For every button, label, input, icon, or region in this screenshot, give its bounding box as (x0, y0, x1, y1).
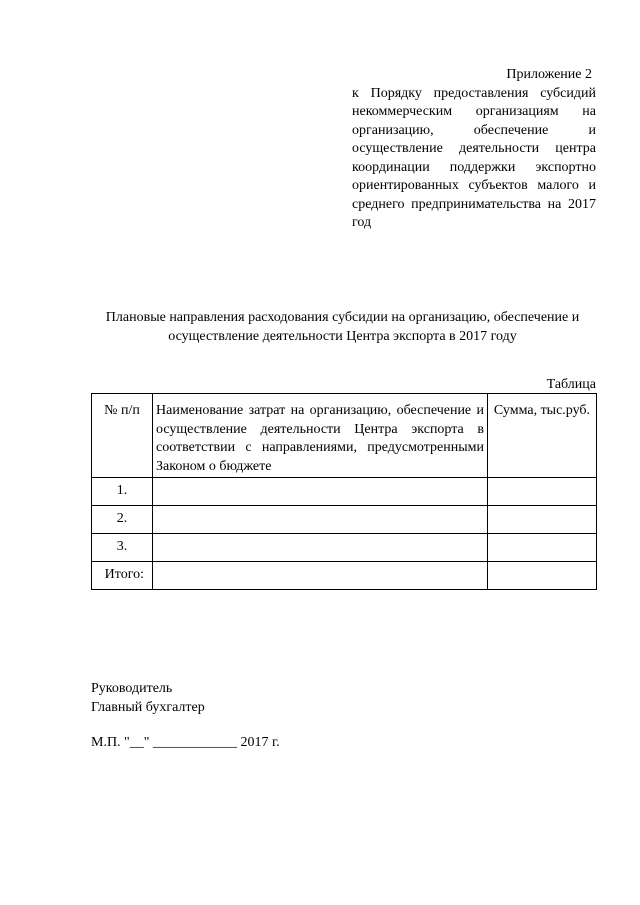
document-title: Плановые направления расходования субсидии на организацию, обеспечение и осуществление деятельности Центра экспорта в 2017 году (105, 310, 580, 344)
row-name-cell (153, 478, 488, 506)
total-name-cell (153, 562, 488, 590)
row-num: 3. (92, 534, 153, 562)
costs-table (91, 393, 597, 590)
row-sum-cell (488, 506, 597, 534)
header-sum: Сумма, тыс.руб. (488, 394, 597, 478)
row-num: 1. (92, 478, 153, 506)
row-sum-cell (488, 534, 597, 562)
table-total-row (92, 562, 597, 590)
row-num: 2. (92, 506, 153, 534)
header-num: № п/п (92, 394, 153, 478)
appendix-body: к Порядку предоставления субсидий некоммерческим организациям на организацию, обеспечение и осуществление деятельности центра координации поддержки экспортно ориентированных субъектов малого и среднего предпринимательства на 2017 год (352, 85, 596, 230)
appendix-block (352, 66, 596, 233)
table-row (92, 506, 597, 534)
total-label: Итого: (92, 562, 153, 590)
table-row (92, 478, 597, 506)
head-signature-label: Руководитель (91, 681, 173, 696)
header-name: Наименование затрат на организацию, обеспечение и осуществление деятельности Центра экспорта в соответствии с направлениями, предусмотренными Законом о бюджете (153, 394, 488, 478)
row-name-cell (153, 506, 488, 534)
table-header-row (92, 394, 597, 478)
stamp-date-line: М.П. "__" ____________ 2017 г. (91, 735, 280, 750)
accountant-signature-label: Главный бухгалтер (91, 699, 205, 715)
row-name-cell (153, 534, 488, 562)
row-sum-cell (488, 478, 597, 506)
appendix-title: Приложение 2 (506, 67, 592, 82)
signature-block (91, 680, 205, 717)
total-sum-cell (488, 562, 597, 590)
table-row (92, 534, 597, 562)
table-label: Таблица (546, 377, 596, 392)
